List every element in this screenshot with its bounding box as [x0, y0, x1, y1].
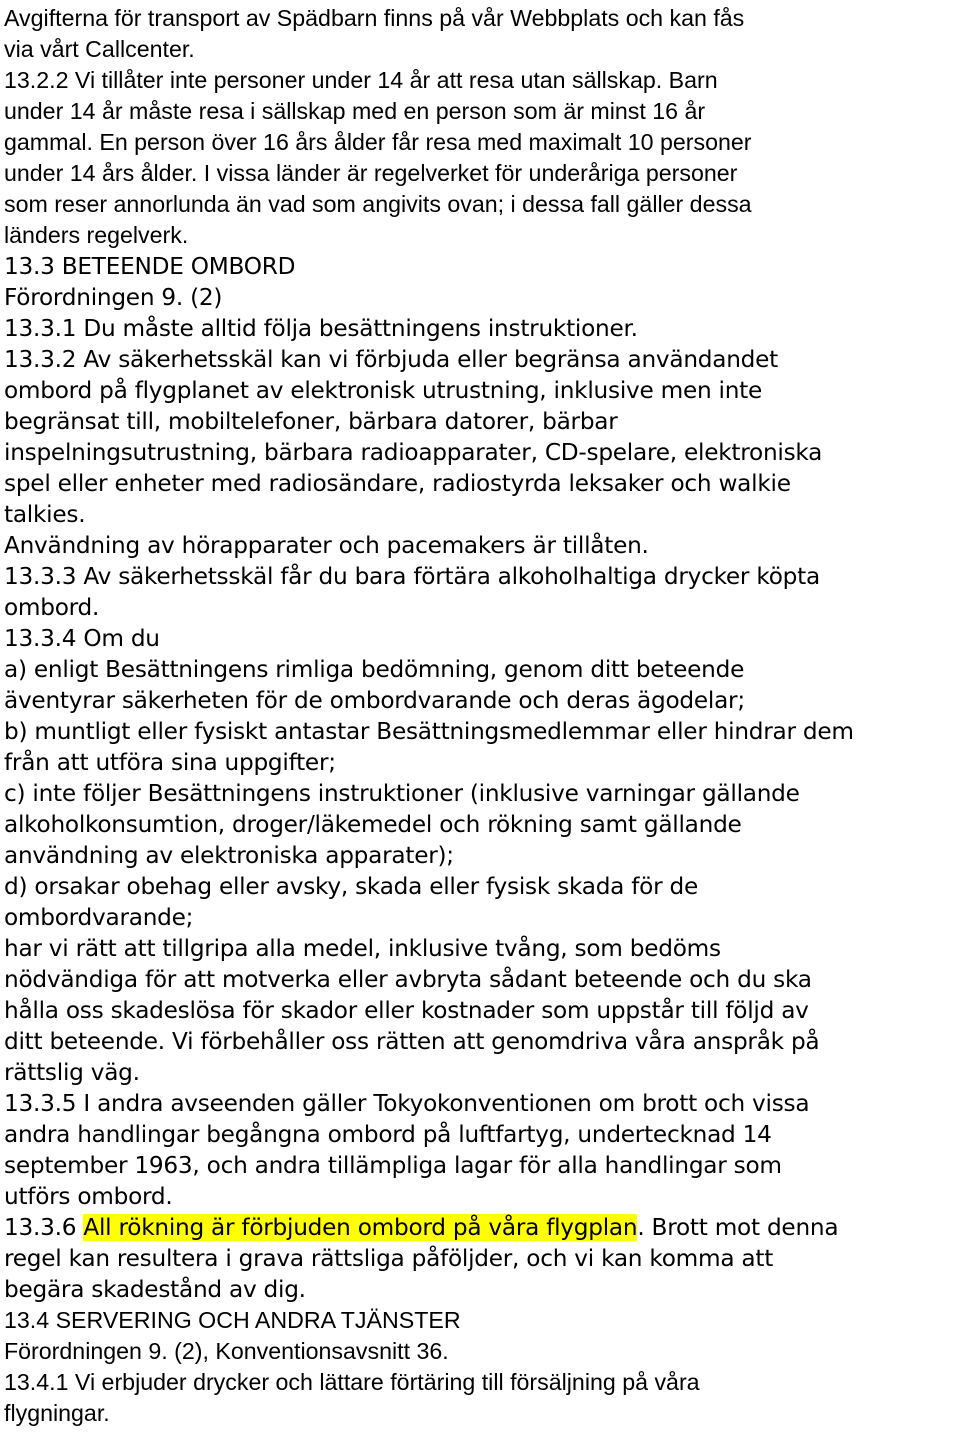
text-line: talkies. [4, 501, 86, 528]
text-line: begära skadestånd av dig. [4, 1276, 306, 1303]
section-heading: 13.3 BETEENDE OMBORD [4, 253, 296, 280]
text-line: rättslig väg. [4, 1059, 140, 1086]
text-line: har vi rätt att tillgripa alla medel, inklusive tvång, som bedöms [4, 935, 721, 962]
text-line: begränsat till, mobiltelefoner, bärbara datorer, bärbar [4, 408, 618, 435]
regulation-reference: Förordningen 9. (2) [4, 284, 223, 311]
text-line: 13.3.1 Du måste alltid följa besättningens instruktioner. [4, 315, 638, 342]
text-line: flygningar. [4, 1400, 110, 1426]
text-line: utförs ombord. [4, 1183, 173, 1210]
text-line: som reser annorlunda än vad som angivits ovan; i dessa fall gäller dessa [4, 191, 752, 217]
text-line: b) muntligt eller fysiskt antastar Besättningsmedlemmar eller hindrar dem [4, 718, 854, 745]
text-line: a) enligt Besättningens rimliga bedömning, genom ditt beteende [4, 656, 745, 683]
document-page [0, 3, 960, 1433]
text-line: via vårt Callcenter. [4, 36, 195, 62]
text-line: spel eller enheter med radiosändare, radiostyrda leksaker och walkie [4, 470, 791, 497]
text-line: nödvändiga för att motverka eller avbryta sådant beteende och du ska [4, 966, 812, 993]
text-line: 13.3.4 Om du [4, 625, 160, 652]
regulation-reference: Förordningen 9. (2), Konventionsavsnitt 36. [4, 1338, 449, 1364]
section-heading: 13.4 SERVERING OCH ANDRA TJÄNSTER [4, 1307, 461, 1333]
text-line: ditt beteende. Vi förbehåller oss rätten att genomdriva våra anspråk på [4, 1028, 820, 1055]
smoking-ban-prefix: 13.3.6 [4, 1214, 84, 1241]
text-line: 13.4.1 Vi erbjuder drycker och lättare förtäring till försäljning på våra [4, 1369, 700, 1395]
text-line: hålla oss skadeslösa för skador eller kostnader som uppstår till följd av [4, 997, 809, 1024]
text-line: september 1963, och andra tillämpliga lagar för alla handlingar som [4, 1152, 782, 1179]
text-line: alkoholkonsumtion, droger/läkemedel och rökning samt gällande [4, 811, 742, 838]
text-line: äventyrar säkerheten för de ombordvarande och deras ägodelar; [4, 687, 745, 714]
text-line: ombord. [4, 594, 100, 621]
text-line: Användning av hörapparater och pacemakers är tillåten. [4, 532, 649, 559]
smoking-ban-line [4, 1212, 960, 1243]
text-line: 13.3.5 I andra avseenden gäller Tokyokonventionen om brott och vissa [4, 1090, 810, 1117]
text-line: under 14 års ålder. I vissa länder är regelverket för underåriga personer [4, 160, 738, 186]
text-line: inspelningsutrustning, bärbara radioapparater, CD-spelare, elektroniska [4, 439, 823, 466]
text-line: Avgifterna för transport av Spädbarn finns på vår Webbplats och kan fås [4, 5, 745, 31]
text-line: gammal. En person över 16 års ålder får resa med maximalt 10 personer [4, 129, 752, 155]
smoking-ban-highlight: All rökning är förbjuden ombord på våra flygplan [83, 1214, 638, 1241]
text-line: 13.3.3 Av säkerhetsskäl får du bara förtära alkoholhaltiga drycker köpta [4, 563, 820, 590]
smoking-ban-suffix: . Brott mot denna [637, 1214, 839, 1241]
text-line: under 14 år måste resa i sällskap med en person som är minst 16 år [4, 98, 706, 124]
text-line: c) inte följer Besättningens instruktioner (inklusive varningar gällande [4, 780, 800, 807]
text-line: andra handlingar begångna ombord på luftfartyg, undertecknad 14 [4, 1121, 772, 1148]
text-line: från att utföra sina uppgifter; [4, 749, 336, 776]
text-line: ombordvarande; [4, 904, 194, 931]
text-line: användning av elektroniska apparater); [4, 842, 454, 869]
text-line: länders regelverk. [4, 222, 189, 248]
text-line: ombord på flygplanet av elektronisk utrustning, inklusive men inte [4, 377, 763, 404]
text-line: d) orsakar obehag eller avsky, skada eller fysisk skada för de [4, 873, 698, 900]
text-line: 13.3.2 Av säkerhetsskäl kan vi förbjuda eller begränsa användandet [4, 346, 778, 373]
text-line: 13.2.2 Vi tillåter inte personer under 14 år att resa utan sällskap. Barn [4, 67, 718, 93]
text-line: regel kan resultera i grava rättsliga påföljder, och vi kan komma att [4, 1245, 774, 1272]
